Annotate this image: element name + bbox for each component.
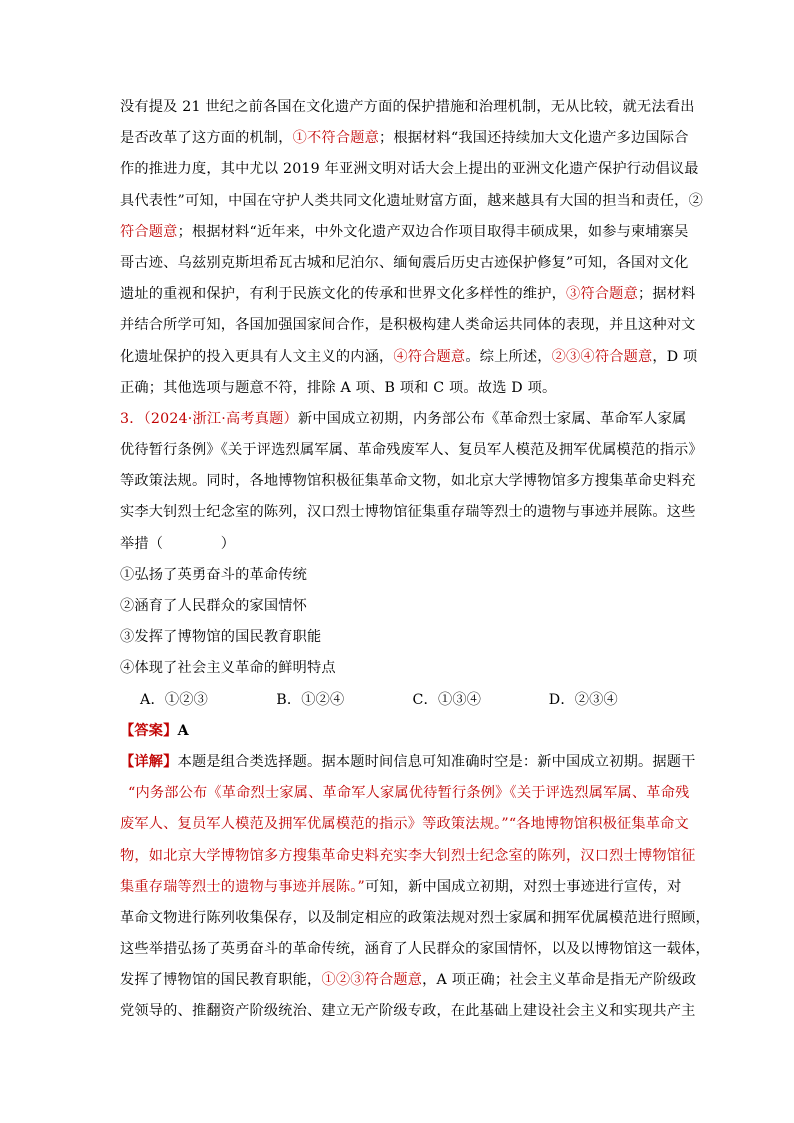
text-line xyxy=(120,872,685,903)
body-text: ，D 项 xyxy=(652,348,698,365)
body-text: 等政策法规。同时，各地博物馆积极征集革命文物，如北京大学博物馆多方搜集革命史料充 xyxy=(120,473,696,490)
highlight-text: 集重存瑞等烈士的遗物与事迹并展陈。” xyxy=(120,878,365,895)
document-page xyxy=(120,92,710,1028)
highlight-text: ②③④符合题意 xyxy=(551,348,653,365)
statement-2: ②涵育了人民群众的家国情怀 xyxy=(120,598,308,614)
answer-choices xyxy=(120,685,685,716)
question-3 xyxy=(120,404,710,1028)
question-stem xyxy=(120,404,703,560)
body-text: 是否改革了这方面的机制， xyxy=(120,130,293,147)
body-text: 。综上所述， xyxy=(465,348,552,365)
highlight-text: “内务部公布《革命烈士家属、革命军人家属优待暂行条例》《关于评选烈属军属、革命残 xyxy=(128,785,690,802)
body-text: ，A 项正确；社会主义革命是指无产阶级政 xyxy=(422,972,697,989)
choice-a: A．①②③ xyxy=(140,691,208,708)
text-line xyxy=(120,778,690,809)
text-line xyxy=(120,903,710,934)
text-line xyxy=(120,342,698,373)
text-line xyxy=(120,154,699,185)
choice-d: D．②③④ xyxy=(548,691,618,708)
text-line xyxy=(120,809,689,840)
text-line xyxy=(120,841,696,872)
highlight-text: ①②③符合题意 xyxy=(321,972,423,989)
text-line xyxy=(120,248,689,279)
text-line xyxy=(120,373,685,404)
body-text: ；根据材料“近年来，中外文化遗产双边合作项目取得丰硕成果，如参与柬埔寨吴 xyxy=(177,223,689,240)
choice-c: C．①③④ xyxy=(412,691,482,708)
previous-explanation xyxy=(120,92,703,404)
highlight-text: 废军人、复员军人模范及拥军优属模范的指示》等政策法规。”“各地博物馆积极征集革命文 xyxy=(120,816,689,833)
body-text: ；根据材料“我国还持续加大文化遗产多边国际合 xyxy=(378,130,689,147)
detail-label: 【详解】 xyxy=(120,753,178,770)
text-line xyxy=(120,92,695,123)
body-text: 没有提及 21 世纪之前各国在文化遗产方面的保护措施和治理机制，无从比较，就无法看出 xyxy=(120,99,695,115)
statement-3: ③发挥了博物馆的国民教育职能 xyxy=(120,629,322,646)
body-text: 优待暂行条例》《关于评选烈属军属、革命残废军人、复员军人模范及拥军优属模范的指示》 xyxy=(120,442,703,459)
text-line xyxy=(120,435,703,466)
highlight-text: ④符合题意 xyxy=(393,348,466,365)
statement-4: ④体现了社会主义革命的鲜明特点 xyxy=(120,660,336,677)
text-line xyxy=(120,217,689,248)
body-text: 哥古迹、乌兹别克斯坦希瓦古城和尼泊尔、缅甸震后历史古迹保护修复”可知，各国对文化 xyxy=(120,254,689,271)
answer-line xyxy=(120,716,685,747)
body-text: 遗址的重视和保护，有利于民族文化的传承和世界文化多样性的维护， xyxy=(120,286,567,303)
body-text: 这些举措弘扬了英勇奋斗的革命传统，涵育了人民群众的家国情怀，以及以博物馆这一载体， xyxy=(120,941,710,958)
body-text: 新中国成立初期，内务部公布《革命烈士家属、革命军人家属 xyxy=(297,410,687,427)
highlight-text: 3．（2024·浙江·高考真题） xyxy=(120,410,298,427)
text-line xyxy=(120,996,696,1027)
body-text: 化遗址保护的投入更具有人文主义的内涵， xyxy=(120,348,394,365)
body-text: 举措（ ） xyxy=(120,535,236,552)
statement-list xyxy=(120,560,685,685)
text-line xyxy=(120,186,703,217)
choice-b: B．①②④ xyxy=(276,691,345,708)
highlight-text: 物，如北京大学博物馆多方搜集革命史料充实李大钊烈士纪念室的陈列，汉口烈士博物馆征 xyxy=(120,847,696,864)
text-line xyxy=(120,466,696,497)
text-line xyxy=(120,404,685,435)
statement-1: ①弘扬了英勇奋斗的革命传统 xyxy=(120,566,308,583)
body-text: ；据材料 xyxy=(637,286,696,303)
body-text: 革命文物进行陈列收集保存，以及制定相应的政策法规对烈士家属和拥军优属模范进行照顾， xyxy=(120,909,710,926)
text-line xyxy=(120,529,685,560)
text-line xyxy=(120,934,710,965)
body-text: 实李大钊烈士纪念室的陈列，汉口烈士博物馆征集重存瑞等烈士的遗物与事迹并展陈。这些 xyxy=(120,504,696,521)
answer-value: A xyxy=(177,722,189,739)
text-line xyxy=(120,965,697,996)
body-text: 具代表性”可知，中国在守护人类共同文化遗址财富方面，越来越具有大国的担当和责任，② xyxy=(120,192,703,209)
body-text: 本题是组合类选择题。据本题时间信息可知准确时空是：新中国成立初期。据题干 xyxy=(177,753,696,770)
body-text: 并结合所学可知，各国加强国家间合作，是积极构建人类命运共同体的表现，并且这种对文 xyxy=(120,317,696,334)
answer-label: 【答案】 xyxy=(120,722,178,739)
highlight-text: ①不符合题意 xyxy=(292,130,379,147)
text-line xyxy=(120,310,696,341)
detail-explanation xyxy=(120,747,710,1028)
highlight-text: 符合题意 xyxy=(120,223,178,240)
body-text: 可知，新中国成立初期，对烈士事迹进行宣传，对 xyxy=(364,878,682,895)
text-line xyxy=(120,123,689,154)
body-text: 正确；其他选项与题意不符，排除 A 项、B 项和 C 项。故选 D 项。 xyxy=(120,379,557,396)
text-line xyxy=(120,279,696,310)
body-text: 发挥了博物馆的国民教育职能， xyxy=(120,972,322,989)
body-text: 作的推进力度，其中尤以 2019 年亚洲文明对话大会上提出的亚洲文化遗产保护行动倡议最 xyxy=(120,161,699,178)
body-text: 党领导的、推翻资产阶级统治、建立无产阶级专政，在此基础上建设社会主义和实现共产主 xyxy=(120,1003,696,1020)
text-line xyxy=(120,747,696,778)
text-line xyxy=(120,497,696,528)
highlight-text: ③符合题意 xyxy=(566,286,638,303)
